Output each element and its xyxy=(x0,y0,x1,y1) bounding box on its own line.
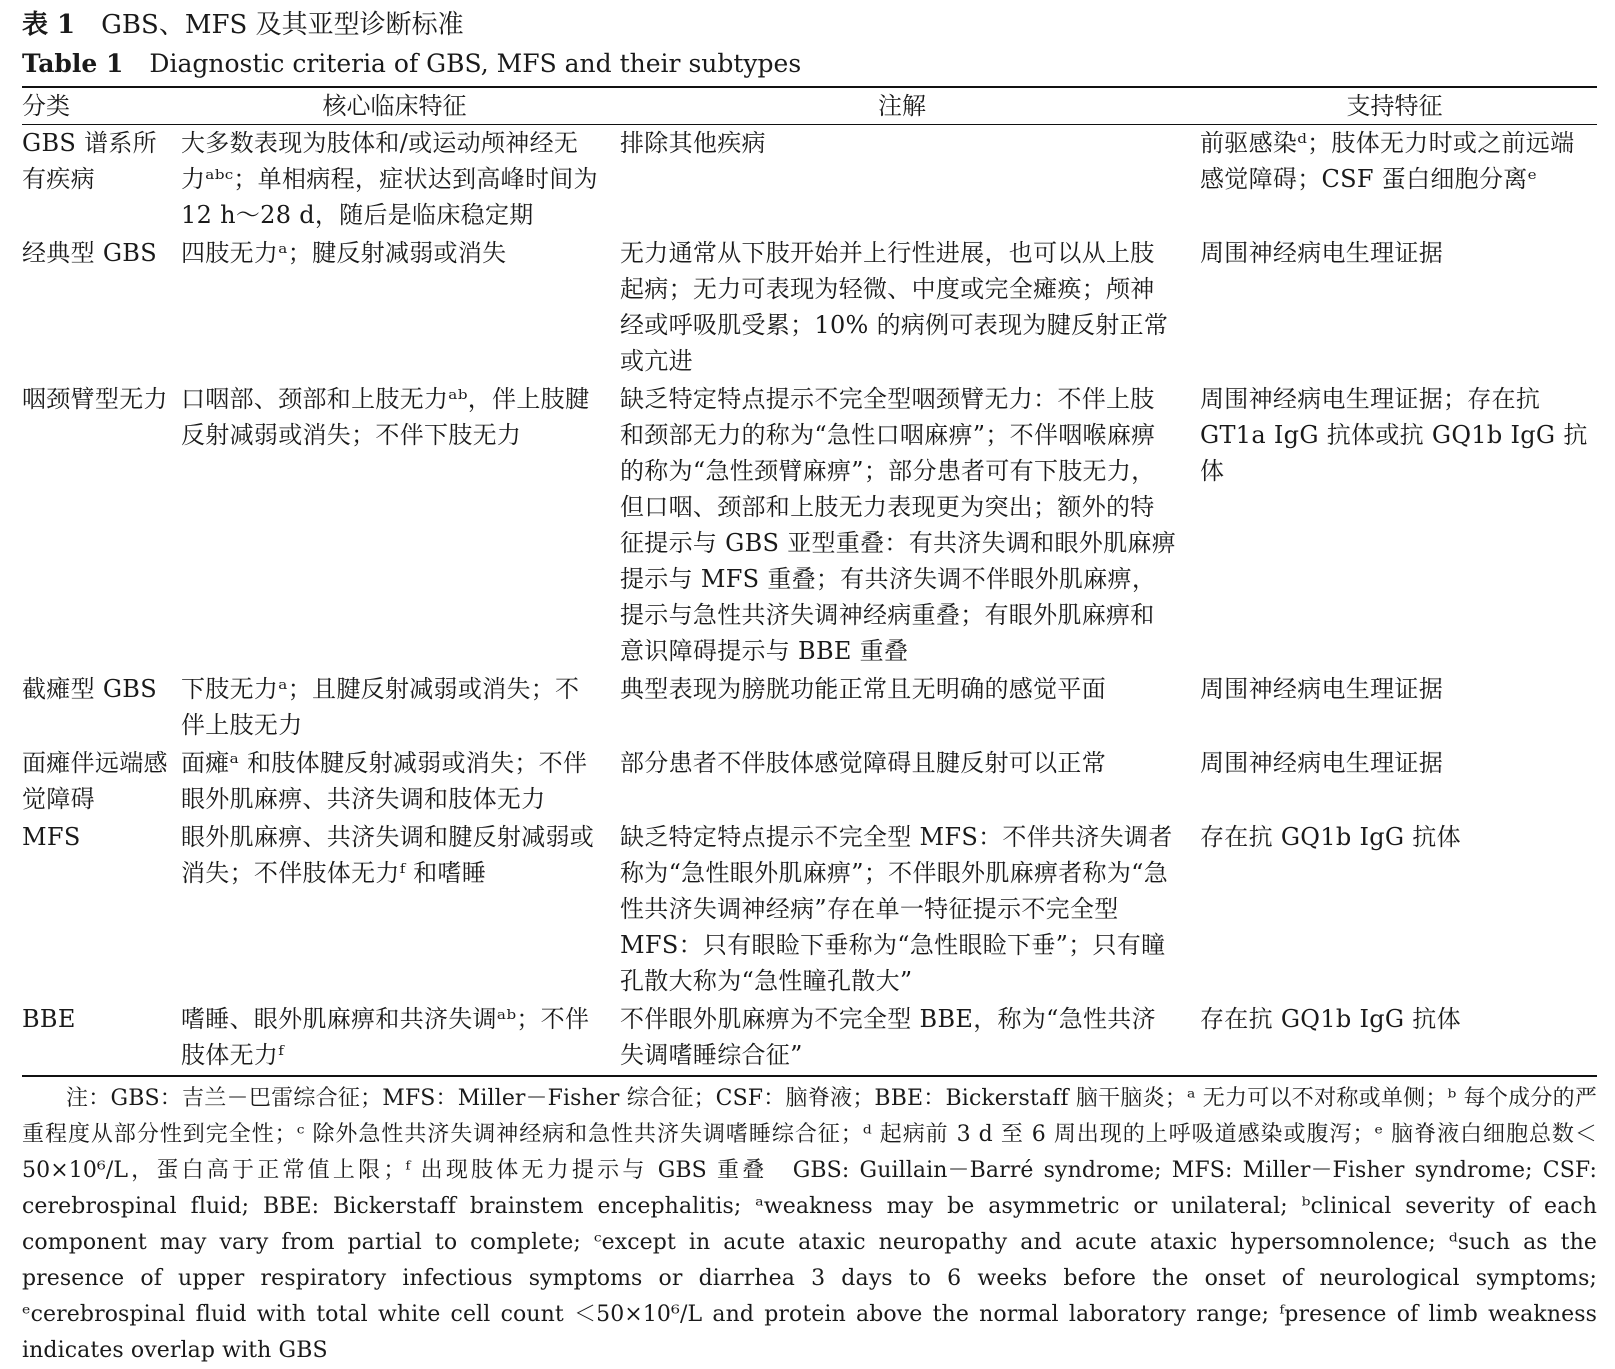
header-category: 分类 xyxy=(22,92,70,120)
table-label-cn: 表 1 xyxy=(22,10,76,40)
header-core-features: 核心临床特征 xyxy=(322,92,467,120)
cell-category: MFS xyxy=(22,823,81,851)
cell-notes: 缺乏特定特点提示不完全型 MFS：不伴共济失调者称为“急性眼外肌麻痹”；不伴眼外肌麻痹者称为“急性共济失调神经病”存在单一特征提示不完全型 MFS：只有眼睑下垂称为“急性眼睑下垂”；只有瞳孔散大称为“急性瞳孔散大” xyxy=(620,823,1173,995)
table-label-en: Table 1 xyxy=(22,49,124,78)
footnote-paragraph xyxy=(22,1081,1597,1369)
cell-category: BBE xyxy=(22,1005,76,1033)
table-title-en xyxy=(22,44,1597,84)
cell-core: 下肢无力ᵃ；且腱反射减弱或消失；不伴上肢无力 xyxy=(181,675,580,739)
table-row xyxy=(22,671,1597,745)
cell-notes: 缺乏特定特点提示不完全型咽颈臂无力：不伴上肢和颈部无力的称为“急性口咽麻痹”；不伴咽喉麻痹的称为“急性颈臂麻痹”；部分患者可有下肢无力，但口咽、颈部和上肢无力表现更为突出；额外的特征提示与 GBS 亚型重叠：有共济失调和眼外肌麻痹提示与 MFS 重叠；有共济失调不伴眼外肌麻痹，提示与急性共济失调神经病重叠；有眼外肌麻痹和意识障碍提示与 BBE 重叠 xyxy=(620,385,1177,665)
cell-support: 周围神经病电生理证据；存在抗 GT1a IgG 抗体或抗 GQ1b IgG 抗体 xyxy=(1200,385,1588,485)
cell-support: 前驱感染ᵈ；肢体无力时或之前远端感觉障碍；CSF 蛋白细胞分离ᵉ xyxy=(1200,129,1575,193)
cell-support: 周围神经病电生理证据 xyxy=(1200,675,1443,703)
table-header-row xyxy=(22,88,1597,124)
table-row xyxy=(22,381,1597,671)
cell-notes: 不伴眼外肌麻痹为不完全型 BBE，称为“急性共济失调嗜睡综合征” xyxy=(620,1005,1156,1069)
cell-notes: 无力通常从下肢开始并上行性进展，也可以从上肢起病；无力可表现为轻微、中度或完全瘫痪；颅神经或呼吸肌受累；10% 的病例可表现为腱反射正常或亢进 xyxy=(620,239,1169,375)
footnote-en: GBS: Guillain－Barré syndrome; MFS: Miller－Fisher syndrome; CSF: cerebrospinal fluid; BBE: Bickerstaff brainstem encephalitis; ᵃweakness may be asymmetric or unilateral; ᵇclinical severity of each component may vary from partial to complete; ᶜexcept in acute ataxic neuropathy and acute ataxic hypersomnolence; ᵈsuch as the presence of upper respiratory infectious symptoms or diarrhea 3 days to 6 weeks before the onset of neurological symptoms; ᵉcerebrospinal fluid with total white cell count ＜50×10⁶/L and protein above the normal laboratory range; ᶠpresence of limb weakness indicates overlap with GBS xyxy=(22,1158,1597,1363)
criteria-table xyxy=(22,88,1597,1075)
table-footnote xyxy=(22,1081,1597,1369)
cell-support: 存在抗 GQ1b IgG 抗体 xyxy=(1200,823,1461,851)
cell-support: 周围神经病电生理证据 xyxy=(1200,239,1443,267)
cell-core: 眼外肌麻痹、共济失调和腱反射减弱或消失；不伴肢体无力ᶠ 和嗜睡 xyxy=(181,823,595,887)
cell-category: GBS 谱系所有疾病 xyxy=(22,129,157,193)
cell-core: 四肢无力ᵃ；腱反射减弱或消失 xyxy=(181,239,507,267)
cell-support: 存在抗 GQ1b IgG 抗体 xyxy=(1200,1005,1461,1033)
footnote-cn: 注：GBS：吉兰－巴雷综合征；MFS：Miller－Fisher 综合征；CSF：脑脊液；BBE：Bickerstaff 脑干脑炎；ᵃ 无力可以不对称或单侧；ᵇ 每个成分的严重程度从部分性到完全性；ᶜ 除外急性共济失调神经病和急性共济失调嗜睡综合征；ᵈ 起病前 3 d 至 6 周出现的上呼吸道感染或腹泻；ᵉ 脑脊液白细胞总数＜50×10⁶/L，蛋白高于正常值上限；ᶠ 出现肢体无力提示与 GBS 重叠 xyxy=(22,1086,1597,1183)
cell-notes: 排除其他疾病 xyxy=(620,129,766,157)
cell-core: 口咽部、颈部和上肢无力ᵃᵇ，伴上肢腱反射减弱或消失；不伴下肢无力 xyxy=(181,385,590,449)
cell-category: 咽颈臂型无力 xyxy=(22,385,168,413)
table-bottom-rule xyxy=(22,1075,1597,1077)
table-title-cn-text: GBS、MFS 及其亚型诊断标准 xyxy=(101,10,464,40)
table-title-en-text: Diagnostic criteria of GBS, MFS and their subtypes xyxy=(149,49,802,78)
table-row xyxy=(22,819,1597,1001)
table-row xyxy=(22,745,1597,819)
cell-core: 面瘫ᵃ 和肢体腱反射减弱或消失；不伴眼外肌麻痹、共济失调和肢体无力 xyxy=(181,749,588,813)
cell-core: 大多数表现为肢体和/或运动颅神经无力ᵃᵇᶜ；单相病程，症状达到高峰时间为 12 h～28 d，随后是临床稳定期 xyxy=(181,129,598,229)
cell-category: 截瘫型 GBS xyxy=(22,675,157,703)
table-row xyxy=(22,1001,1597,1075)
cell-notes: 典型表现为膀胱功能正常且无明确的感觉平面 xyxy=(620,675,1106,703)
table-document xyxy=(22,6,1597,1369)
cell-support: 周围神经病电生理证据 xyxy=(1200,749,1443,777)
cell-notes: 部分患者不伴肢体感觉障碍且腱反射可以正常 xyxy=(620,749,1106,777)
table-row xyxy=(22,235,1597,381)
table-row xyxy=(22,125,1597,235)
cell-core: 嗜睡、眼外肌麻痹和共济失调ᵃᵇ；不伴肢体无力ᶠ xyxy=(181,1005,590,1069)
header-notes: 注解 xyxy=(878,92,926,120)
cell-category: 面瘫伴远端感觉障碍 xyxy=(22,749,168,813)
table-title-cn xyxy=(22,6,1597,44)
cell-category: 经典型 GBS xyxy=(22,239,157,267)
header-supporting-features: 支持特征 xyxy=(1346,92,1443,120)
